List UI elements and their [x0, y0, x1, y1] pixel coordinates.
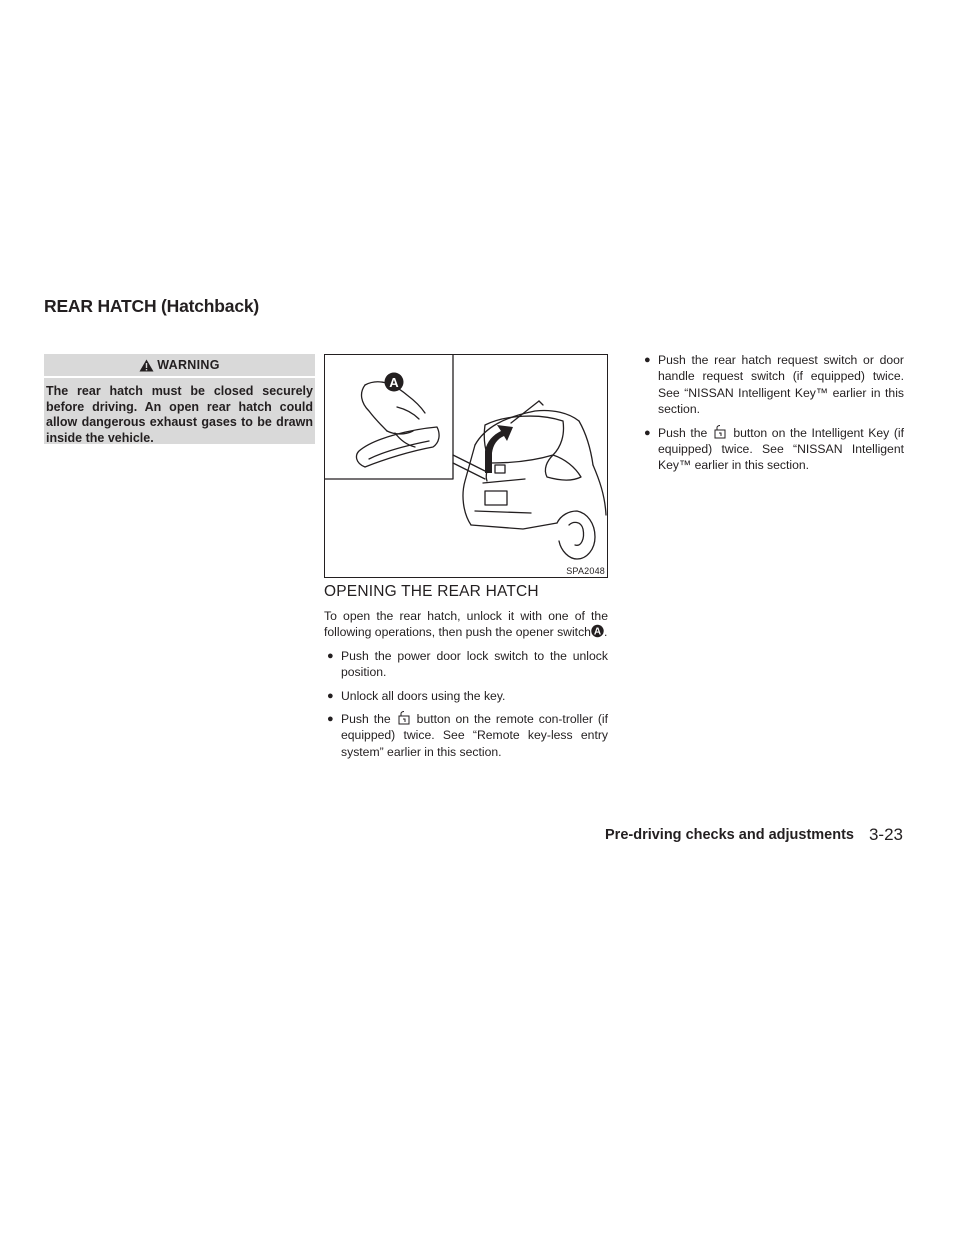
figure-code: SPA2048: [566, 566, 605, 576]
warning-divider: [44, 376, 315, 378]
callout-a-circle-icon: [591, 624, 604, 638]
warning-title: WARNING: [157, 358, 220, 372]
bullet-icon: ●: [327, 689, 334, 702]
callout-a-inline-icon: [591, 624, 604, 638]
warning-text: The rear hatch must be closed securely before driving. An open rear hatch could allow dangerous exhaust gases to be drawn inside the vehicle.: [46, 384, 313, 445]
warning-box: [44, 354, 315, 444]
opening-intro: To open the rear hatch, unlock it with one of the following operations, then push the opener switch A .: [324, 609, 608, 640]
warning-triangle-icon: [139, 359, 154, 372]
bullet-item-intelligent-key: ● Push the button on the Intelligent Key (if equipped) twice. See “NISSAN Intelligent Key™ earlier in this section.: [644, 425, 905, 473]
bullet-icon: ●: [327, 649, 334, 662]
bullet-item-remote: ● Push the button on the remote con-troller (if equipped) twice. See “Remote key-less entry system” earlier in this section.: [327, 712, 608, 759]
footer-chapter: Pre-driving checks and adjustments: [605, 827, 854, 843]
bullet-icon: ●: [644, 426, 651, 439]
unlock-hatch-button-icon: [391, 711, 417, 725]
footer-page-number: 3-23: [868, 825, 903, 844]
opening-column-left: [324, 608, 608, 760]
callout-label: A: [389, 375, 399, 390]
unlock-hatch-button-icon: [707, 425, 733, 439]
opening-heading: OPENING THE REAR HATCH: [324, 583, 539, 600]
bullet-icon: ●: [327, 713, 334, 726]
bullet-item: ● Push the rear hatch request switch or door handle request switch (if equipped) twice. See “NISSAN Intelligent Key™ earlier in this section.: [644, 353, 904, 417]
bullet-item: ● Unlock all doors using the key.: [327, 688, 506, 703]
warning-header: [44, 354, 315, 376]
rear-hatch-figure: [324, 354, 608, 578]
section-title: REAR HATCH (Hatchback): [44, 296, 260, 316]
rear-hatch-illustration: [325, 355, 607, 577]
intro-callout-label: A: [593, 627, 602, 639]
opening-column-right: [641, 352, 904, 474]
bullet-icon: ●: [644, 354, 651, 366]
bullet-item: ● Push the power door lock switch to the unlock position.: [327, 648, 608, 680]
